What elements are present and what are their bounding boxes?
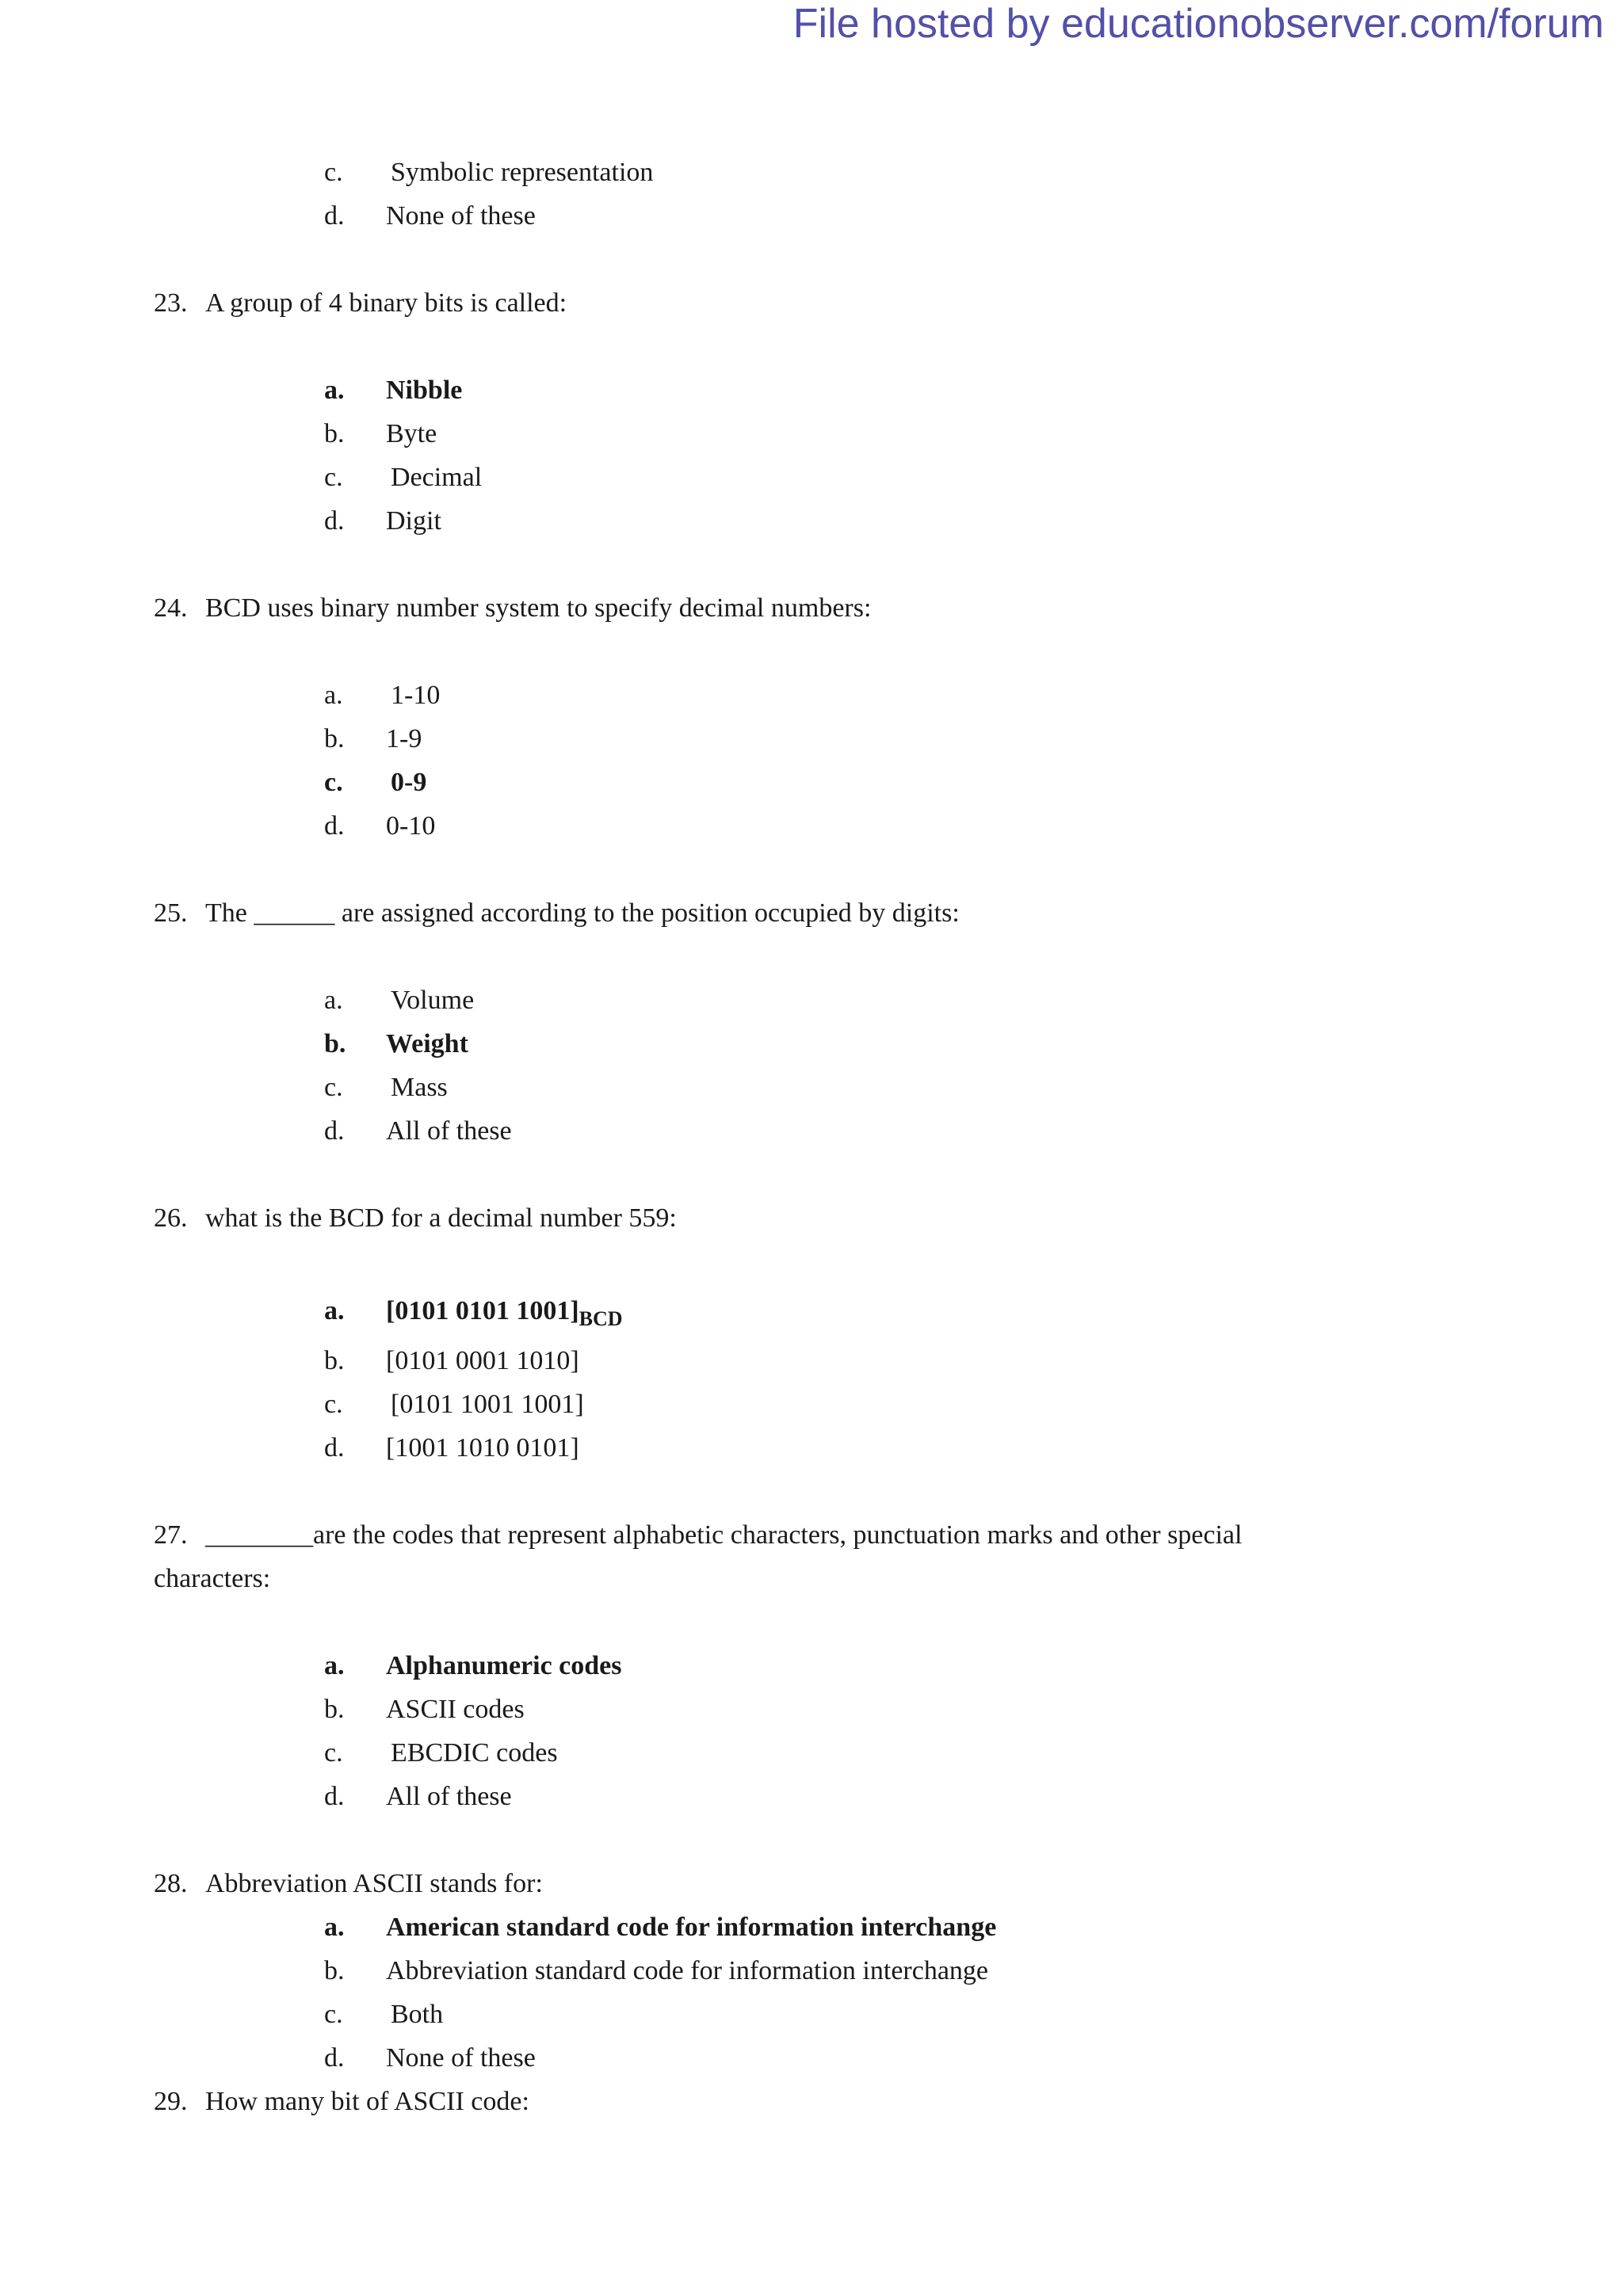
option-text: Weight	[386, 1029, 468, 1058]
question-number: 27.	[154, 1520, 188, 1550]
option-letter: c.	[324, 2000, 343, 2029]
question-28	[154, 1862, 1596, 1905]
option-letter: b.	[324, 1346, 345, 1375]
option-letter: a.	[324, 681, 343, 710]
question-text: How many bit of ASCII code:	[205, 2087, 529, 2116]
option-d-q27	[154, 1775, 1596, 1818]
option-b-q25	[154, 1022, 1596, 1066]
option-text: Mass	[391, 1073, 448, 1102]
option-letter: c.	[324, 768, 343, 797]
option-text: [0101 0001 1010]	[386, 1346, 579, 1375]
option-a-q27	[154, 1644, 1596, 1688]
watermark: File hosted by educationobserver.com/forum	[792, 1, 1604, 47]
option-c-q24	[154, 761, 1596, 804]
question-number: 24.	[154, 593, 188, 623]
option-letter: d.	[324, 201, 345, 231]
question-24	[154, 586, 1596, 630]
option-d-q26	[154, 1426, 1596, 1470]
option-d-q24	[154, 804, 1596, 848]
option-a-q26	[154, 1283, 1596, 1339]
question-text: what is the BCD for a decimal number 559:	[205, 1203, 677, 1233]
option-text: [0101 0101 1001]	[386, 1296, 579, 1325]
question-27	[154, 1513, 1358, 1600]
question-number: 28.	[154, 1869, 188, 1898]
option-letter: d.	[324, 811, 345, 841]
question-23	[154, 281, 1596, 325]
option-b-q27	[154, 1688, 1596, 1731]
option-text: None of these	[386, 201, 536, 231]
question-number: 29.	[154, 2087, 188, 2116]
option-text: 0-10	[386, 811, 436, 841]
question-29	[154, 2080, 1596, 2123]
option-text: All of these	[386, 1782, 512, 1811]
option-d-q28	[154, 2036, 1596, 2080]
option-letter: d.	[324, 1782, 345, 1811]
option-letter: c.	[324, 1738, 343, 1768]
option-c-q27	[154, 1731, 1596, 1775]
option-letter: a.	[324, 376, 345, 405]
option-a-q28	[154, 1905, 1596, 1949]
option-letter: c.	[324, 1073, 343, 1102]
option-letter: c.	[324, 463, 343, 492]
option-b-q26	[154, 1339, 1596, 1383]
option-text: Nibble	[386, 376, 463, 405]
option-text: Decimal	[391, 463, 483, 492]
option-text: Alphanumeric codes	[386, 1651, 622, 1680]
option-letter: d.	[324, 2043, 345, 2073]
option-d-q23	[154, 499, 1596, 543]
option-text: 0-9	[391, 768, 427, 797]
option-text: Symbolic representation	[391, 158, 654, 187]
option-a-q23	[154, 368, 1596, 412]
option-text: Digit	[386, 506, 441, 536]
option-letter: c.	[324, 1390, 343, 1419]
option-letter: a.	[324, 1913, 345, 1942]
option-letter: d.	[324, 506, 345, 536]
question-number: 25.	[154, 898, 188, 928]
option-text: Byte	[386, 419, 437, 448]
option-text: EBCDIC codes	[391, 1738, 558, 1768]
option-c-q28	[154, 1993, 1596, 2036]
question-25	[154, 891, 1596, 935]
question-text: The ______ are assigned according to the position occupied by digits:	[205, 898, 960, 928]
option-a-q24	[154, 673, 1596, 717]
option-letter: b.	[324, 724, 345, 753]
option-c-prev	[154, 151, 1596, 194]
question-26	[154, 1196, 1596, 1240]
option-letter: a.	[324, 1296, 345, 1325]
option-b-q24	[154, 717, 1596, 761]
option-b-q23	[154, 412, 1596, 456]
option-letter: c.	[324, 158, 343, 187]
option-c-q23	[154, 456, 1596, 499]
option-text: ASCII codes	[386, 1695, 525, 1724]
question-text: A group of 4 binary bits is called:	[205, 288, 567, 318]
question-number: 23.	[154, 288, 188, 318]
option-d-q25	[154, 1109, 1596, 1153]
option-letter: d.	[324, 1116, 345, 1146]
option-c-q25	[154, 1066, 1596, 1109]
option-letter: a.	[324, 1651, 345, 1680]
option-letter: b.	[324, 1029, 346, 1058]
option-letter: b.	[324, 1956, 345, 1985]
option-text: American standard code for information interchange	[386, 1913, 997, 1942]
option-letter: b.	[324, 1695, 345, 1724]
option-text: 1-9	[386, 724, 422, 753]
option-subscript: BCD	[579, 1306, 623, 1330]
option-a-q25	[154, 978, 1596, 1022]
question-text: ________are the codes that represent alphabetic characters, punctuation marks and other special characters:	[154, 1520, 1243, 1593]
option-text: All of these	[386, 1116, 512, 1146]
option-c-q26	[154, 1383, 1596, 1426]
option-d-prev	[154, 194, 1596, 238]
question-text: Abbreviation ASCII stands for:	[205, 1869, 543, 1898]
option-b-q28	[154, 1949, 1596, 1993]
option-text: 1-10	[391, 681, 441, 710]
option-text: None of these	[386, 2043, 536, 2073]
option-text: Both	[391, 2000, 444, 2029]
option-letter: b.	[324, 419, 345, 448]
question-number: 26.	[154, 1203, 188, 1233]
option-text: Volume	[391, 986, 475, 1015]
option-text: [1001 1010 0101]	[386, 1433, 579, 1463]
option-text: Abbreviation standard code for information interchange	[386, 1956, 989, 1985]
question-text: BCD uses binary number system to specify decimal numbers:	[205, 593, 872, 623]
option-text: [0101 1001 1001]	[391, 1390, 584, 1419]
option-letter: d.	[324, 1433, 345, 1463]
option-letter: a.	[324, 986, 343, 1015]
question-sheet	[154, 151, 1596, 2123]
